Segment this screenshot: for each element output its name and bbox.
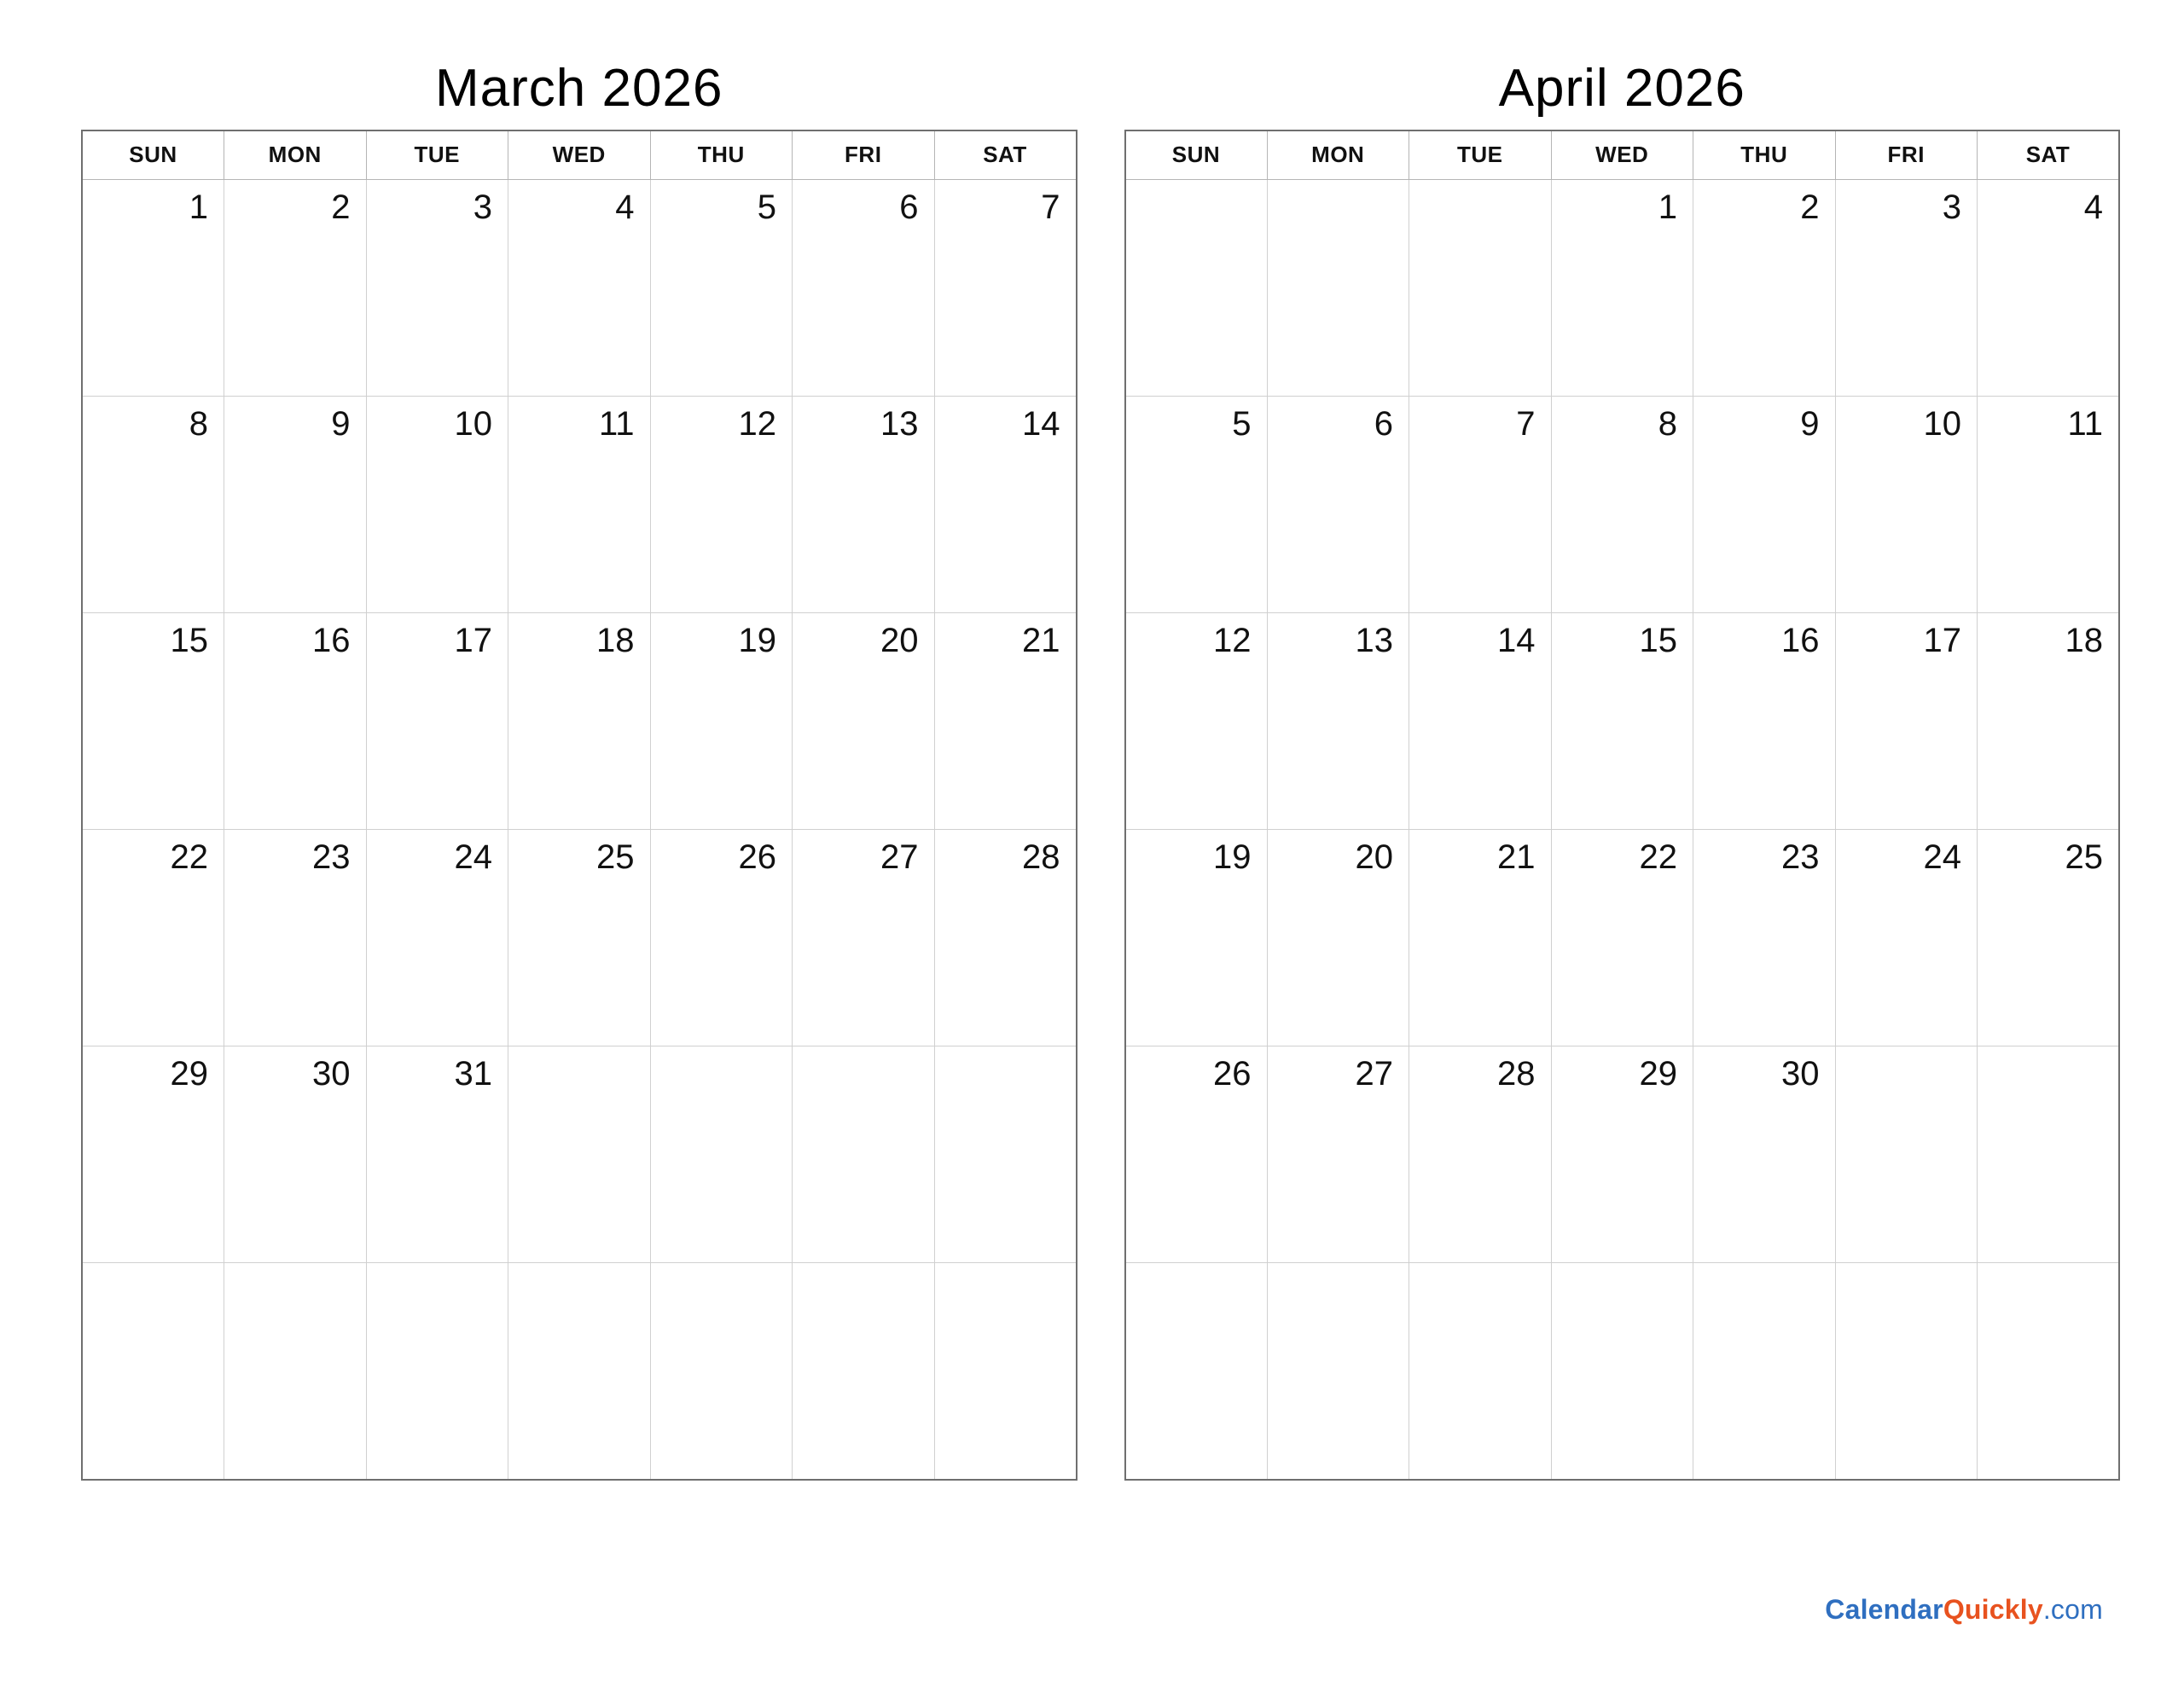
day-cell[interactable] — [650, 1263, 793, 1481]
day-cell[interactable]: 14 — [1409, 613, 1552, 830]
weekday-fri: FRI — [793, 130, 935, 180]
day-cell[interactable] — [508, 1263, 651, 1481]
day-cell[interactable]: 13 — [793, 397, 935, 613]
weekday-wed: WED — [1551, 130, 1693, 180]
day-cell[interactable]: 8 — [1551, 397, 1693, 613]
weekday-tue: TUE — [366, 130, 508, 180]
day-cell[interactable]: 4 — [508, 180, 651, 397]
month-title-march: March 2026 — [435, 59, 723, 118]
weekday-sat: SAT — [934, 130, 1077, 180]
day-cell[interactable] — [1409, 1263, 1552, 1481]
day-cell[interactable]: 24 — [366, 830, 508, 1046]
weekday-mon: MON — [1267, 130, 1409, 180]
weekday-wed: WED — [508, 130, 651, 180]
day-cell[interactable]: 9 — [1693, 397, 1836, 613]
day-cell[interactable]: 20 — [1267, 830, 1409, 1046]
week-row — [82, 397, 1077, 613]
day-cell[interactable]: 12 — [1125, 613, 1268, 830]
day-cell[interactable] — [508, 1046, 651, 1263]
weekday-header-row — [1125, 130, 2120, 180]
day-cell[interactable]: 29 — [82, 1046, 224, 1263]
calendar-april — [1124, 51, 2121, 1481]
day-cell[interactable]: 30 — [224, 1046, 367, 1263]
day-cell[interactable]: 1 — [82, 180, 224, 397]
weekday-tue: TUE — [1409, 130, 1552, 180]
month-grid-march — [81, 130, 1077, 1481]
day-cell[interactable] — [1409, 180, 1552, 397]
day-cell[interactable]: 2 — [1693, 180, 1836, 397]
day-cell[interactable]: 18 — [508, 613, 651, 830]
day-cell[interactable]: 22 — [82, 830, 224, 1046]
day-cell[interactable]: 19 — [1125, 830, 1268, 1046]
day-cell[interactable]: 22 — [1551, 830, 1693, 1046]
day-cell[interactable]: 31 — [366, 1046, 508, 1263]
weekday-thu: THU — [1693, 130, 1836, 180]
day-cell[interactable]: 23 — [224, 830, 367, 1046]
day-cell[interactable] — [1267, 1263, 1409, 1481]
day-cell[interactable] — [1835, 1263, 1978, 1481]
weekday-thu: THU — [650, 130, 793, 180]
day-cell[interactable]: 3 — [1835, 180, 1978, 397]
day-cell[interactable] — [1125, 180, 1268, 397]
day-cell[interactable]: 3 — [366, 180, 508, 397]
day-cell[interactable]: 16 — [1693, 613, 1836, 830]
day-cell[interactable]: 11 — [1978, 397, 2120, 613]
week-row — [1125, 397, 2120, 613]
brand-part-calendar: Calendar — [1825, 1594, 1943, 1625]
week-row — [1125, 1046, 2120, 1263]
day-cell[interactable] — [1125, 1263, 1268, 1481]
day-cell[interactable]: 2 — [224, 180, 367, 397]
week-row — [82, 1263, 1077, 1481]
day-cell[interactable]: 1 — [1551, 180, 1693, 397]
day-cell[interactable]: 26 — [1125, 1046, 1268, 1263]
day-cell[interactable] — [650, 1046, 793, 1263]
day-cell[interactable]: 6 — [1267, 397, 1409, 613]
day-cell[interactable]: 16 — [224, 613, 367, 830]
day-cell[interactable] — [1835, 1046, 1978, 1263]
day-cell[interactable]: 6 — [793, 180, 935, 397]
day-cell[interactable] — [82, 1263, 224, 1481]
day-cell[interactable]: 12 — [650, 397, 793, 613]
day-cell[interactable] — [793, 1263, 935, 1481]
brand-part-quickly: Quickly — [1943, 1594, 2043, 1625]
week-row — [1125, 830, 2120, 1046]
day-cell[interactable]: 25 — [508, 830, 651, 1046]
calendar-march — [81, 51, 1077, 1481]
week-row — [82, 830, 1077, 1046]
day-cell[interactable] — [793, 1046, 935, 1263]
month-title-april: April 2026 — [1498, 59, 1745, 118]
weekday-sat: SAT — [1978, 130, 2120, 180]
day-cell[interactable] — [934, 1263, 1077, 1481]
week-row — [1125, 1263, 2120, 1481]
calendar-pair — [81, 51, 2120, 1481]
day-cell[interactable]: 11 — [508, 397, 651, 613]
day-cell[interactable]: 25 — [1978, 830, 2120, 1046]
day-cell[interactable]: 27 — [793, 830, 935, 1046]
week-row — [82, 613, 1077, 830]
day-cell[interactable]: 10 — [366, 397, 508, 613]
day-cell[interactable]: 23 — [1693, 830, 1836, 1046]
day-cell[interactable]: 15 — [82, 613, 224, 830]
weekday-fri: FRI — [1835, 130, 1978, 180]
day-cell[interactable]: 5 — [650, 180, 793, 397]
day-cell[interactable]: 15 — [1551, 613, 1693, 830]
day-cell[interactable] — [1978, 1046, 2120, 1263]
day-cell[interactable]: 14 — [934, 397, 1077, 613]
day-cell[interactable] — [1267, 180, 1409, 397]
day-cell[interactable] — [224, 1263, 367, 1481]
site-brand-footer[interactable] — [1825, 1594, 2103, 1626]
weekday-sun: SUN — [1125, 130, 1268, 180]
day-cell[interactable]: 10 — [1835, 397, 1978, 613]
day-cell[interactable]: 30 — [1693, 1046, 1836, 1263]
day-cell[interactable]: 7 — [1409, 397, 1552, 613]
week-row — [1125, 613, 2120, 830]
day-cell[interactable]: 8 — [82, 397, 224, 613]
day-cell[interactable]: 20 — [793, 613, 935, 830]
day-cell[interactable]: 28 — [934, 830, 1077, 1046]
day-cell[interactable] — [366, 1263, 508, 1481]
day-cell[interactable] — [1978, 1263, 2120, 1481]
week-row — [82, 180, 1077, 397]
weekday-mon: MON — [224, 130, 367, 180]
day-cell[interactable]: 28 — [1409, 1046, 1552, 1263]
day-cell[interactable]: 29 — [1551, 1046, 1693, 1263]
month-grid-april — [1124, 130, 2121, 1481]
day-cell[interactable]: 19 — [650, 613, 793, 830]
day-cell[interactable] — [1551, 1263, 1693, 1481]
week-row — [1125, 180, 2120, 397]
weekday-header-row — [82, 130, 1077, 180]
day-cell[interactable]: 27 — [1267, 1046, 1409, 1263]
day-cell[interactable]: 18 — [1978, 613, 2120, 830]
weekday-sun: SUN — [82, 130, 224, 180]
day-cell[interactable]: 9 — [224, 397, 367, 613]
day-cell[interactable] — [934, 1046, 1077, 1263]
day-cell[interactable]: 21 — [934, 613, 1077, 830]
day-cell[interactable]: 5 — [1125, 397, 1268, 613]
day-cell[interactable]: 21 — [1409, 830, 1552, 1046]
day-cell[interactable]: 17 — [1835, 613, 1978, 830]
day-cell[interactable] — [1693, 1263, 1836, 1481]
day-cell[interactable]: 4 — [1978, 180, 2120, 397]
week-row — [82, 1046, 1077, 1263]
day-cell[interactable]: 24 — [1835, 830, 1978, 1046]
brand-part-domain: .com — [2042, 1594, 2103, 1625]
day-cell[interactable]: 17 — [366, 613, 508, 830]
day-cell[interactable]: 7 — [934, 180, 1077, 397]
day-cell[interactable]: 26 — [650, 830, 793, 1046]
day-cell[interactable]: 13 — [1267, 613, 1409, 830]
